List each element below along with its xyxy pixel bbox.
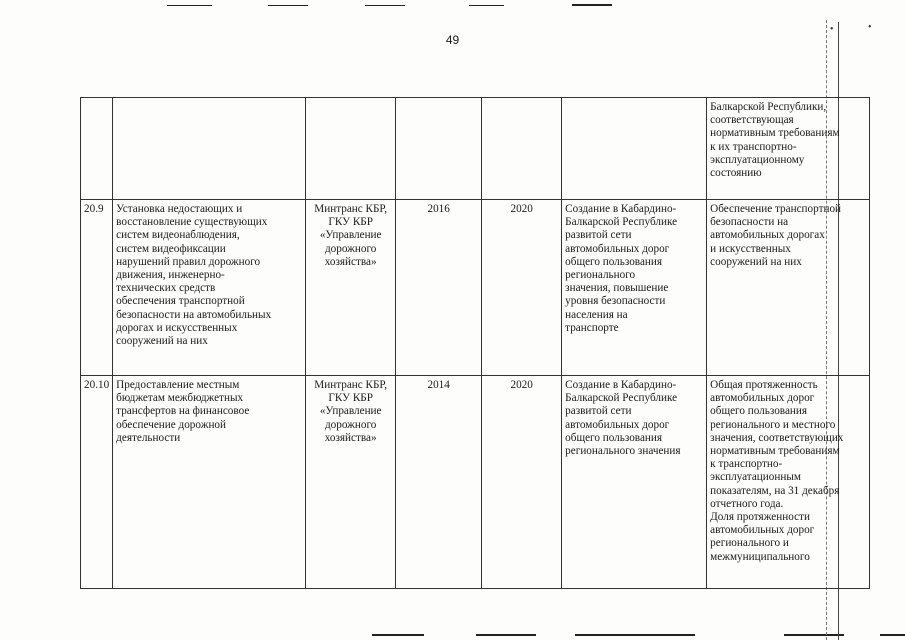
- page-number: 49: [445, 33, 460, 47]
- cell-end-year: [482, 98, 562, 200]
- table-row: [81, 200, 870, 376]
- cell-result: [562, 98, 707, 200]
- cell-result: Создание в Кабардино- Балкарской Республике развитой сети автомобильных дорог общего пользования регионального значения: [562, 376, 707, 589]
- scan-dot-1: •: [830, 24, 834, 35]
- cell-end-year: 2020: [482, 376, 562, 589]
- document-table: [80, 97, 870, 589]
- scan-line-bottom-2: [476, 634, 536, 636]
- cell-start-year: 2016: [396, 200, 482, 376]
- cell-activity: Предоставление местным бюджетам межбюджетных трансфертов на финансовое обеспечение дорожной деятельности: [113, 376, 306, 589]
- cell-activity: Установка недостающих и восстановление существующих систем видеонаблюдения, систем видеофиксации нарушений правил дорожного движения, инженерно- технических средств обеспечения транспортной безопасности на автомобильных дорогах и искусственных сооружений на них: [113, 200, 306, 376]
- scan-line-bottom-1: [372, 634, 424, 636]
- cell-indicator: Общая протяженность автомобильных дорог общего пользования регионального и местного значения, соответствующих нормативным требованиям к транспортно- эксплуатационным показателям, на 31 декабря отчетного года. Доля протяженности автомобильных дорог регионального и межмуниципального: [707, 376, 870, 589]
- cell-executor: Минтранс КБР, ГКУ КБР «Управление дорожного хозяйства»: [306, 200, 396, 376]
- scan-line-bottom-4: [784, 634, 844, 636]
- cell-number: 20.9: [81, 200, 113, 376]
- cell-indicator: Обеспечение транспортной безопасности на автомобильных дорогах и искусственных сооружений на них: [707, 200, 870, 376]
- scan-line-bottom-3: [575, 634, 695, 636]
- cell-start-year: [396, 98, 482, 200]
- cell-end-year: 2020: [482, 200, 562, 376]
- scan-line-top-3: [365, 5, 405, 6]
- table-row: [81, 376, 870, 589]
- scan-line-bottom-5: [880, 634, 905, 636]
- cell-indicator: Балкарской Республики, соответствующая нормативным требованиям к их транспортно- эксплуатационному состоянию: [707, 98, 870, 200]
- cell-executor: Минтранс КБР, ГКУ КБР «Управление дорожного хозяйства»: [306, 376, 396, 589]
- cell-activity: [113, 98, 306, 200]
- table-row: [81, 98, 870, 200]
- cell-number: [81, 98, 113, 200]
- scan-line-top-4: [469, 5, 504, 6]
- scan-line-top-5: [572, 4, 612, 6]
- cell-result: Создание в Кабардино- Балкарской Республике развитой сети автомобильных дорог общего пользования регионального значения, повышение уровня безопасности населения на транспорте: [562, 200, 707, 376]
- cell-executor: [306, 98, 396, 200]
- scan-line-top-1: [167, 5, 212, 6]
- cell-start-year: 2014: [396, 376, 482, 589]
- cell-number: 20.10: [81, 376, 113, 589]
- scan-dot-2: •: [868, 22, 872, 33]
- scan-line-top-2: [268, 5, 308, 6]
